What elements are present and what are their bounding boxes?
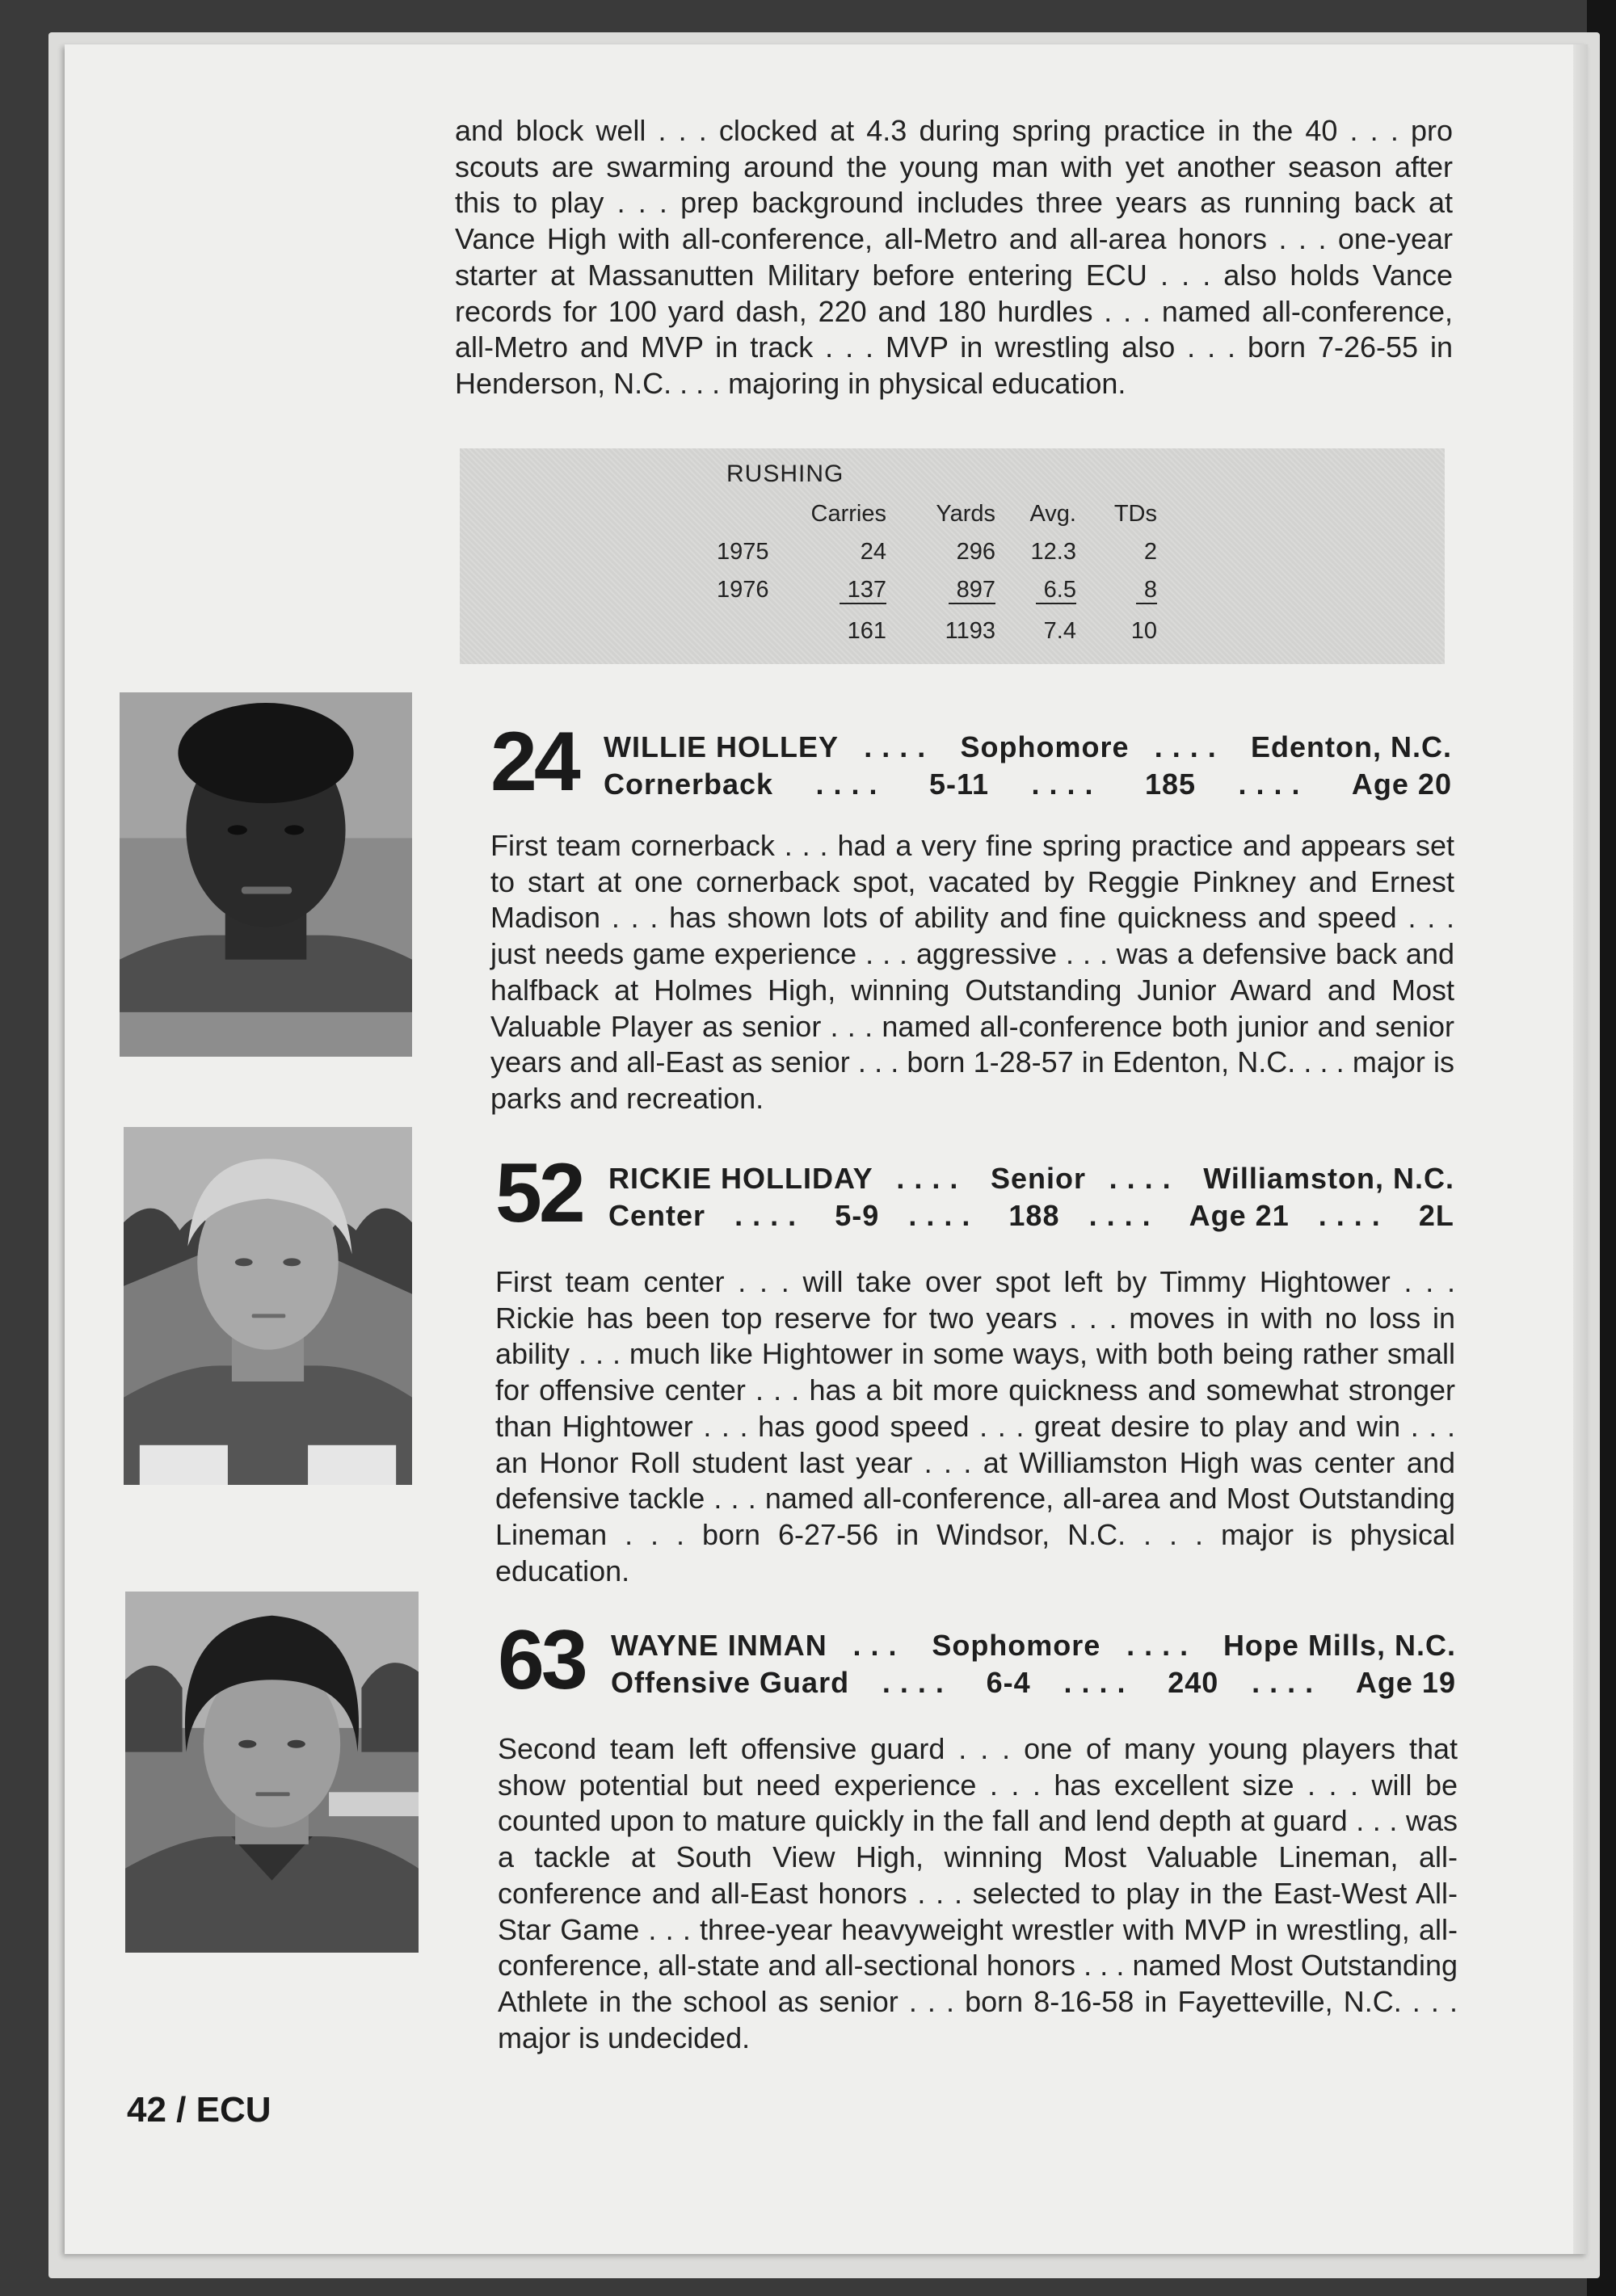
player-photo-inman <box>125 1592 419 1953</box>
player-header-holliday: 52 RICKIE HOLLIDAY .... Senior .... Williamston, N.C. Center .... 5-9 .... 188 .... Age 21 .... 2L <box>495 1146 1454 1240</box>
col-yards: Yards <box>936 501 995 527</box>
player-age: Age 21 <box>1189 1199 1290 1232</box>
player-height: 5-9 <box>835 1199 880 1232</box>
col-carries: Carries <box>810 501 886 527</box>
rushing-title: RUSHING <box>726 460 844 487</box>
cell-avg: 12.3 <box>1030 539 1076 565</box>
player-photo-holley <box>120 692 412 1057</box>
player-bio-inman: Second team left offensive guard . . . one of many young players that show potential but need experience . . . has excellent size . . . will be counted upon to mature quickly in the fall and lend depth at guard . . . was a tackle at South View High, winning Most Valuable Lineman, all-conference and all-East honors . . . selected to play in the East-West All-Star Game . . . three-year heavyweight wrestler with MVP in wrestling, all-conference, all-state and all-sectional honors . . . named Most Outstanding Athlete in the school as senior . . . born 8-16-58 in Fayetteville, N.C. . . . major is undecided. <box>498 1732 1458 2054</box>
player-hometown: Williamston, N.C. <box>1203 1162 1454 1195</box>
rushing-table <box>717 495 1157 650</box>
player-header-holley: 24 WILLIE HOLLEY .... Sophomore .... Edenton, N.C. Cornerback .... 5-11 .... 185 .... Age 20 <box>490 715 1452 809</box>
cell-yards: 897 <box>949 577 995 604</box>
cell-tds: 8 <box>1136 577 1157 604</box>
page-edge <box>1573 44 1588 2254</box>
player-letters: 2L <box>1418 1199 1454 1232</box>
player-bio-holliday: First team center . . . will take over spot left by Timmy Hightower . . . Rickie has been top reserve for two years . . . moves in with no loss in ability . . . much like Hightower in some ways, with both being rather small for offensive center . . . has a bit more quickness and somewhat stronger than Hightower . . . has good speed . . . great desire to play and win . . . an Honor Roll student last year . . . at Williamston High was center and defensive tackle . . . named all-conference, all-area and Most Outstanding Lineman . . . born 6-27-56 in Windsor, N.C. . . . major is physical education. <box>495 1265 1455 1587</box>
player-age: Age 20 <box>1351 767 1452 801</box>
player-class: Sophomore <box>932 1629 1101 1662</box>
cell-year: 1975 <box>717 539 769 565</box>
table-row <box>717 533 1157 571</box>
total-yards: 1193 <box>945 618 995 644</box>
player-class: Sophomore <box>960 730 1130 763</box>
rushing-stats-box <box>460 448 1445 664</box>
player-age: Age 19 <box>1355 1666 1456 1699</box>
rushing-header-row <box>717 495 1157 533</box>
player-class: Senior <box>990 1162 1086 1195</box>
jersey-number: 63 <box>498 1613 585 1707</box>
jersey-number: 52 <box>495 1146 583 1240</box>
col-avg: Avg. <box>1029 501 1076 527</box>
player-weight: 185 <box>1144 767 1197 801</box>
player-header-inman: 63 WAYNE INMAN ... Sophomore .... Hope Mills, N.C. Offensive Guard .... 6-4 .... 240 .... Age 19 <box>498 1613 1456 1707</box>
page-footer: 42 / ECU <box>127 2090 271 2130</box>
player-hometown: Edenton, N.C. <box>1250 730 1452 763</box>
cell-carries: 137 <box>840 577 886 604</box>
player-height: 6-4 <box>986 1666 1031 1699</box>
player-bio-holley: First team cornerback . . . had a very fine spring practice and appears set to start at one cornerback spot, vacated by Reggie Pinkney and Ernest Madison . . . has shown lots of ability and fine quickness and speed . . . just needs game experience . . . aggressive . . . was a defensive back and halfback at Holmes High, winning Outstanding Junior Award and Most Valuable Player as senior . . . named all-conference both junior and senior years and all-East as senior . . . born 1-28-57 in Edenton, N.C. . . . major is parks and recreation. <box>490 829 1454 1115</box>
cell-year: 1976 <box>717 577 769 603</box>
player-position: Offensive Guard <box>611 1666 850 1699</box>
player-height: 5-11 <box>928 767 990 801</box>
total-carries: 161 <box>847 618 886 644</box>
table-row <box>717 571 1157 609</box>
player-photo-holliday <box>124 1127 412 1485</box>
player-hometown: Hope Mills, N.C. <box>1223 1629 1456 1662</box>
intro-paragraph: and block well . . . clocked at 4.3 during spring practice in the 40 . . . pro scouts are swarming around the young man with yet another season after this to play . . . prep background includes three years as running back at Vance High with all-conference, all-Metro and all-area honors . . . one-year starter at Massanutten Military before entering ECU . . . also holds Vance records for 100 yard dash, 220 and 180 hurdles . . . named all-conference, all-Metro and MVP in track . . . MVP in wrestling also . . . born 7-26-55 in Henderson, N.C. . . . majoring in physical education. <box>455 114 1453 400</box>
jersey-number: 24 <box>490 715 578 809</box>
player-name: RICKIE HOLLIDAY <box>608 1162 873 1195</box>
cell-carries: 24 <box>860 539 886 565</box>
cell-yards: 296 <box>956 539 995 565</box>
player-position: Center <box>608 1199 706 1232</box>
player-weight: 188 <box>1008 1199 1060 1232</box>
total-avg: 7.4 <box>1043 618 1076 644</box>
player-name: WAYNE INMAN <box>611 1629 827 1662</box>
total-tds: 10 <box>1130 618 1157 644</box>
player-name: WILLIE HOLLEY <box>604 730 839 763</box>
player-weight: 240 <box>1168 1666 1219 1699</box>
totals-row <box>717 609 1157 650</box>
cell-avg: 6.5 <box>1036 577 1076 604</box>
cell-tds: 2 <box>1143 539 1157 565</box>
col-tds: TDs <box>1113 501 1157 527</box>
player-position: Cornerback <box>604 767 774 801</box>
